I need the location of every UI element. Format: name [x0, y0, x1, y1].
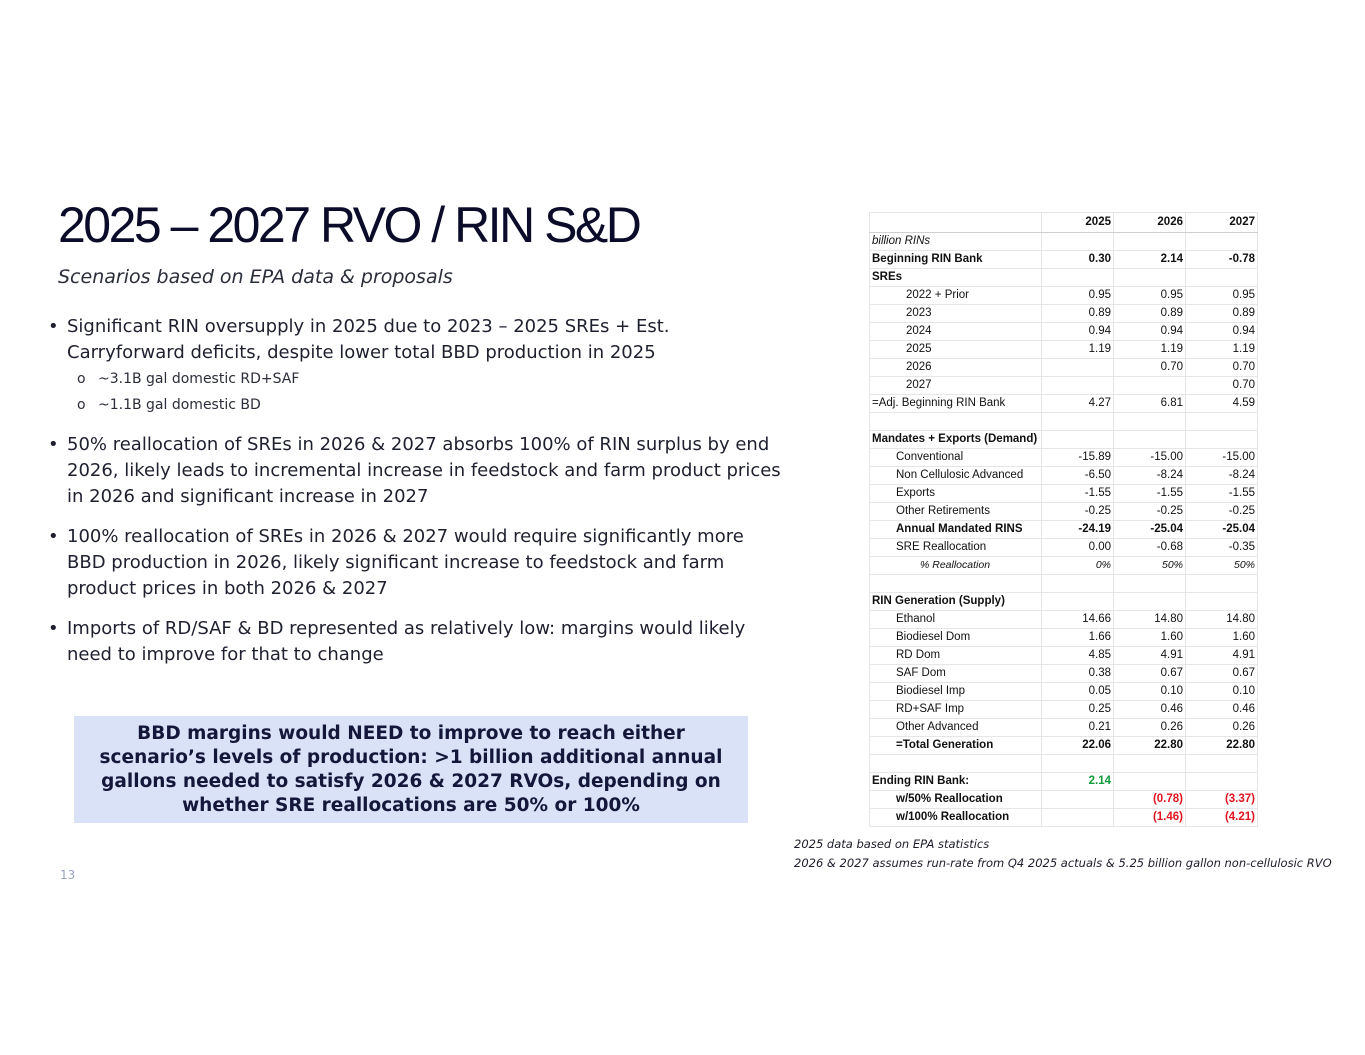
value-cell — [1042, 593, 1114, 611]
callout-text: BBD margins would NEED to improve to reach either scenario’s levels of production: >1 billion additional annual gallons needed to satisfy 2026 & 2027 RVOs, depending on whether SRE reallocations are 50% or 100% — [99, 722, 723, 816]
row-label: Biodiesel Dom — [870, 629, 1042, 647]
sub-bullet-item — [48, 366, 783, 392]
row-label: 2022 + Prior — [870, 287, 1042, 305]
bullet-dot-icon: • — [48, 526, 59, 547]
row-label: =Adj. Beginning RIN Bank — [870, 395, 1042, 413]
row-label: Non Cellulosic Advanced — [870, 467, 1042, 485]
value-cell — [1042, 575, 1114, 593]
bullet-item — [48, 524, 783, 602]
value-cell — [1186, 593, 1258, 611]
row-label: % Reallocation — [870, 557, 1042, 575]
value-cell: 0.89 — [1042, 305, 1114, 323]
table-row — [870, 665, 1258, 683]
table-row — [870, 791, 1258, 809]
sub-bullet-marker-icon: o — [77, 371, 86, 387]
value-cell: 4.59 — [1186, 395, 1258, 413]
table-row — [870, 341, 1258, 359]
value-cell: 0.95 — [1114, 287, 1186, 305]
value-cell — [1114, 269, 1186, 287]
row-label: RD Dom — [870, 647, 1042, 665]
row-label: Annual Mandated RINS — [870, 521, 1042, 539]
value-cell: -1.55 — [1042, 485, 1114, 503]
value-cell: -0.25 — [1186, 503, 1258, 521]
value-cell: 0.00 — [1042, 539, 1114, 557]
value-cell — [1186, 755, 1258, 773]
bullet-group — [48, 524, 783, 602]
value-cell: 0% — [1042, 557, 1114, 575]
table-row — [870, 395, 1258, 413]
value-cell: 0.70 — [1186, 377, 1258, 395]
table-row — [870, 233, 1258, 251]
value-cell: 1.19 — [1186, 341, 1258, 359]
value-cell: 1.19 — [1114, 341, 1186, 359]
value-cell: -1.55 — [1114, 485, 1186, 503]
value-cell: -6.50 — [1042, 467, 1114, 485]
value-cell: 0.94 — [1186, 323, 1258, 341]
value-cell: 22.80 — [1186, 737, 1258, 755]
value-cell: -24.19 — [1042, 521, 1114, 539]
value-cell: -0.25 — [1042, 503, 1114, 521]
value-cell: 1.66 — [1042, 629, 1114, 647]
value-cell — [1042, 755, 1114, 773]
row-label: w/50% Reallocation — [870, 791, 1042, 809]
bullet-text: Imports of RD/SAF & BD represented as relatively low: margins would likely need to improve for that to change — [67, 618, 746, 665]
row-label: billion RINs — [870, 233, 1042, 251]
value-cell — [1114, 593, 1186, 611]
value-cell: 2.14 — [1042, 773, 1114, 791]
value-cell: 0.70 — [1114, 359, 1186, 377]
header-cell-2026: 2026 — [1114, 213, 1186, 233]
value-cell: 0.67 — [1186, 665, 1258, 683]
table-row — [870, 539, 1258, 557]
table-row — [870, 269, 1258, 287]
table-row — [870, 773, 1258, 791]
table-row — [870, 755, 1258, 773]
table-row — [870, 701, 1258, 719]
value-cell: 14.66 — [1042, 611, 1114, 629]
value-cell — [1186, 413, 1258, 431]
value-cell: 0.95 — [1042, 287, 1114, 305]
table-row — [870, 377, 1258, 395]
table-row — [870, 629, 1258, 647]
value-cell — [1042, 269, 1114, 287]
row-label — [870, 413, 1042, 431]
row-label: Ethanol — [870, 611, 1042, 629]
value-cell: 6.81 — [1114, 395, 1186, 413]
value-cell — [1186, 431, 1258, 449]
row-label: 2024 — [870, 323, 1042, 341]
table-row — [870, 503, 1258, 521]
row-label: Biodiesel Imp — [870, 683, 1042, 701]
value-cell — [1042, 359, 1114, 377]
value-cell: 50% — [1186, 557, 1258, 575]
row-label: SAF Dom — [870, 665, 1042, 683]
value-cell: 1.60 — [1186, 629, 1258, 647]
value-cell: 4.27 — [1042, 395, 1114, 413]
bullet-dot-icon: • — [48, 618, 59, 639]
row-label: 2023 — [870, 305, 1042, 323]
value-cell: (3.37) — [1186, 791, 1258, 809]
bullet-group — [48, 432, 783, 510]
value-cell: -15.00 — [1186, 449, 1258, 467]
value-cell: -15.00 — [1114, 449, 1186, 467]
value-cell: 14.80 — [1114, 611, 1186, 629]
row-label: Other Advanced — [870, 719, 1042, 737]
row-label: Beginning RIN Bank — [870, 251, 1042, 269]
bullet-text: 50% reallocation of SREs in 2026 & 2027 absorbs 100% of RIN surplus by end 2026, likely leads to incremental increase in feedstock and farm product prices in 2026 and significant increase in 2027 — [67, 434, 781, 507]
value-cell: 1.60 — [1114, 629, 1186, 647]
value-cell: -25.04 — [1114, 521, 1186, 539]
value-cell — [1186, 773, 1258, 791]
table-row — [870, 647, 1258, 665]
value-cell: 0.26 — [1114, 719, 1186, 737]
value-cell: 0.94 — [1114, 323, 1186, 341]
row-label — [870, 575, 1042, 593]
table-row — [870, 719, 1258, 737]
bullet-group — [48, 314, 783, 418]
bullet-dot-icon: • — [48, 316, 59, 337]
value-cell: 0.94 — [1042, 323, 1114, 341]
value-cell: (1.46) — [1114, 809, 1186, 827]
table-row — [870, 737, 1258, 755]
value-cell: 0.89 — [1186, 305, 1258, 323]
bullet-dot-icon: • — [48, 434, 59, 455]
value-cell — [1042, 809, 1114, 827]
rin-supply-demand-table — [869, 212, 1258, 827]
value-cell: 0.95 — [1186, 287, 1258, 305]
value-cell: (0.78) — [1114, 791, 1186, 809]
table-row — [870, 683, 1258, 701]
value-cell: -0.68 — [1114, 539, 1186, 557]
value-cell: 0.30 — [1042, 251, 1114, 269]
page-number: 13 — [60, 868, 76, 882]
value-cell: (4.21) — [1186, 809, 1258, 827]
value-cell: 0.46 — [1114, 701, 1186, 719]
header-cell-2025: 2025 — [1042, 213, 1114, 233]
value-cell — [1042, 377, 1114, 395]
value-cell — [1186, 575, 1258, 593]
row-label: 2026 — [870, 359, 1042, 377]
table-row — [870, 557, 1258, 575]
value-cell — [1114, 377, 1186, 395]
value-cell: 1.19 — [1042, 341, 1114, 359]
value-cell: 0.26 — [1186, 719, 1258, 737]
row-label: =Total Generation — [870, 737, 1042, 755]
value-cell: 0.10 — [1186, 683, 1258, 701]
header-cell-2027: 2027 — [1186, 213, 1258, 233]
row-label: RIN Generation (Supply) — [870, 593, 1042, 611]
value-cell: -8.24 — [1114, 467, 1186, 485]
table-row — [870, 449, 1258, 467]
value-cell: 0.05 — [1042, 683, 1114, 701]
table-row — [870, 575, 1258, 593]
table-row — [870, 305, 1258, 323]
table-row — [870, 611, 1258, 629]
row-label: 2025 — [870, 341, 1042, 359]
table-row — [870, 485, 1258, 503]
value-cell: 0.46 — [1186, 701, 1258, 719]
callout-box — [74, 716, 748, 823]
value-cell: 0.38 — [1042, 665, 1114, 683]
value-cell: 4.91 — [1114, 647, 1186, 665]
table-header-row — [870, 213, 1258, 233]
value-cell — [1042, 233, 1114, 251]
value-cell: 0.70 — [1186, 359, 1258, 377]
footnote-1: 2025 data based on EPA statistics — [794, 837, 990, 851]
table-row — [870, 809, 1258, 827]
bullet-item — [48, 616, 783, 668]
value-cell: 4.91 — [1186, 647, 1258, 665]
value-cell: 0.21 — [1042, 719, 1114, 737]
footnote-2: 2026 & 2027 assumes run-rate from Q4 2025 actuals & 5.25 billion gallon non-cellulosic RVO — [794, 856, 1332, 870]
slide-subtitle: Scenarios based on EPA data & proposals — [58, 266, 453, 288]
value-cell: 0.25 — [1042, 701, 1114, 719]
row-label: SRE Reallocation — [870, 539, 1042, 557]
sub-bullet-text: ~3.1B gal domestic RD+SAF — [98, 371, 300, 387]
table-row — [870, 521, 1258, 539]
row-label: Conventional — [870, 449, 1042, 467]
table-row — [870, 251, 1258, 269]
value-cell — [1042, 431, 1114, 449]
bullet-item — [48, 432, 783, 510]
value-cell: 22.80 — [1114, 737, 1186, 755]
table-row — [870, 323, 1258, 341]
value-cell: 14.80 — [1186, 611, 1258, 629]
bullet-group — [48, 616, 783, 668]
table-row — [870, 431, 1258, 449]
value-cell: -0.35 — [1186, 539, 1258, 557]
value-cell — [1114, 575, 1186, 593]
value-cell: -8.24 — [1186, 467, 1258, 485]
value-cell: -0.25 — [1114, 503, 1186, 521]
value-cell: -0.78 — [1186, 251, 1258, 269]
value-cell: 0.10 — [1114, 683, 1186, 701]
bullet-list — [48, 314, 783, 668]
value-cell: -1.55 — [1186, 485, 1258, 503]
bullet-text: 100% reallocation of SREs in 2026 & 2027 would require significantly more BBD production in 2026, likely significant increase to feedstock and farm product prices in both 2026 & 2027 — [67, 526, 744, 599]
row-label: RD+SAF Imp — [870, 701, 1042, 719]
value-cell: -15.89 — [1042, 449, 1114, 467]
table-row — [870, 413, 1258, 431]
table-row — [870, 287, 1258, 305]
bullet-item — [48, 314, 783, 366]
row-label: Exports — [870, 485, 1042, 503]
value-cell — [1114, 431, 1186, 449]
row-label: Ending RIN Bank: — [870, 773, 1042, 791]
sub-bullet-text: ~1.1B gal domestic BD — [98, 397, 261, 413]
value-cell: 0.67 — [1114, 665, 1186, 683]
value-cell — [1186, 233, 1258, 251]
value-cell — [1042, 413, 1114, 431]
table-row — [870, 467, 1258, 485]
sub-bullet-item — [48, 392, 783, 418]
table-row — [870, 593, 1258, 611]
value-cell — [1114, 413, 1186, 431]
header-cell — [870, 213, 1042, 233]
row-label: SREs — [870, 269, 1042, 287]
value-cell — [1186, 269, 1258, 287]
value-cell: 4.85 — [1042, 647, 1114, 665]
value-cell — [1114, 773, 1186, 791]
value-cell: 0.89 — [1114, 305, 1186, 323]
row-label: w/100% Reallocation — [870, 809, 1042, 827]
value-cell: 2.14 — [1114, 251, 1186, 269]
slide-title: 2025 – 2027 RVO / RIN S&D — [58, 197, 640, 253]
row-label — [870, 755, 1042, 773]
value-cell — [1114, 755, 1186, 773]
row-label: 2027 — [870, 377, 1042, 395]
value-cell: -25.04 — [1186, 521, 1258, 539]
row-label: Mandates + Exports (Demand) — [870, 431, 1042, 449]
value-cell: 50% — [1114, 557, 1186, 575]
table-row — [870, 359, 1258, 377]
row-label: Other Retirements — [870, 503, 1042, 521]
value-cell — [1042, 791, 1114, 809]
sub-bullet-marker-icon: o — [77, 397, 86, 413]
bullet-text: Significant RIN oversupply in 2025 due to 2023 – 2025 SREs + Est. Carryforward deficits, despite lower total BBD production in 2025 — [67, 316, 670, 363]
value-cell — [1114, 233, 1186, 251]
value-cell: 22.06 — [1042, 737, 1114, 755]
